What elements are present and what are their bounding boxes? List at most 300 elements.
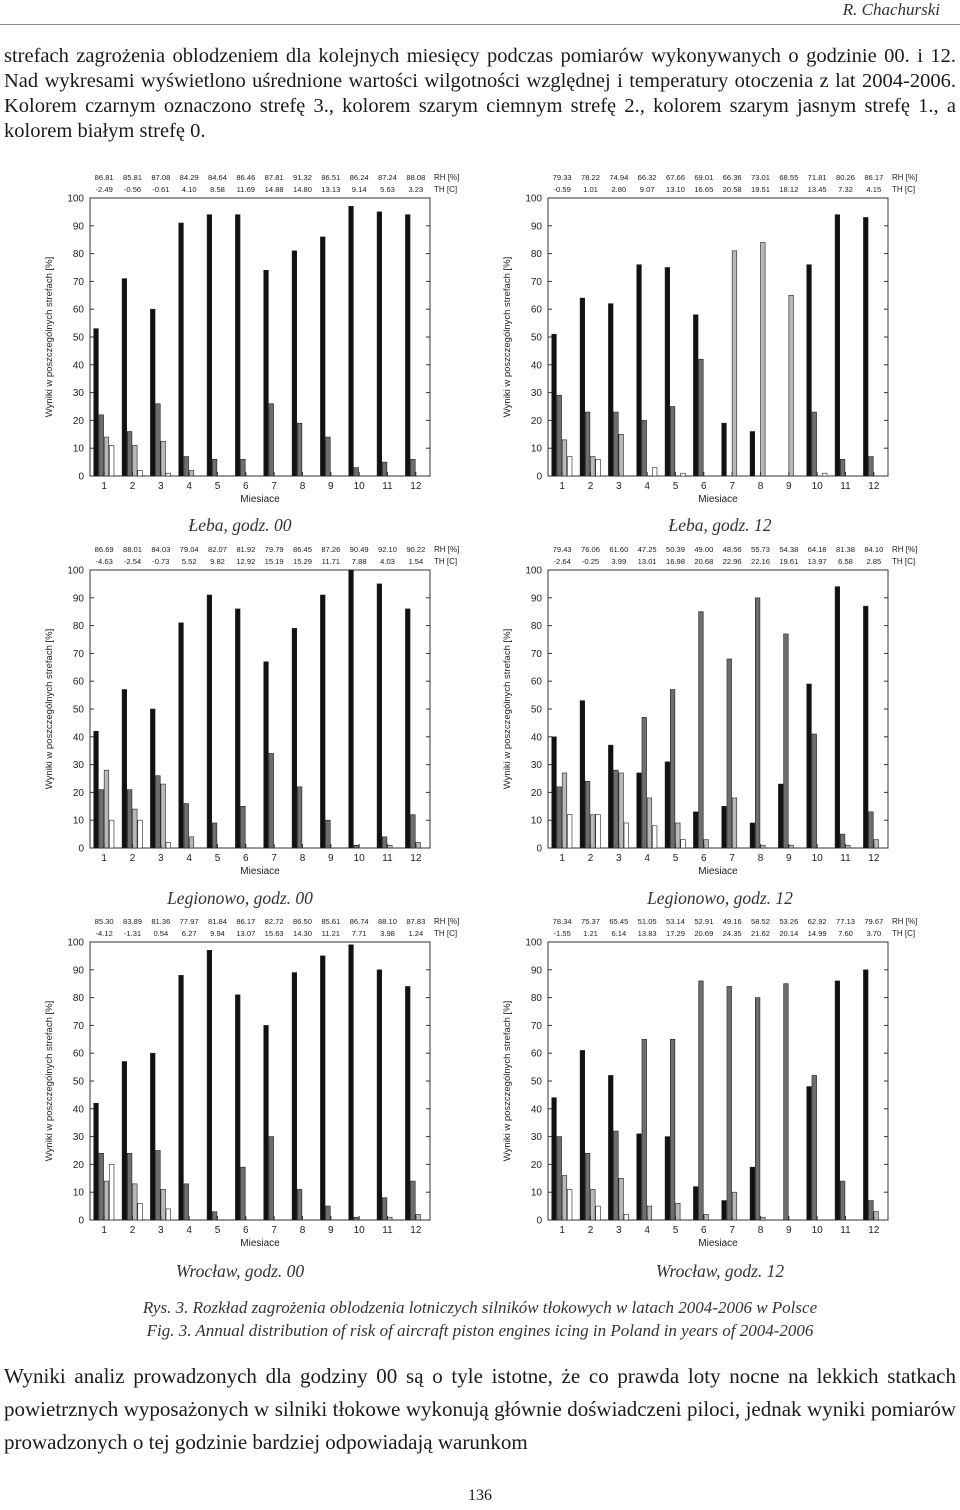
th-value: 1.21 [583,929,598,938]
bar-zone-2 [127,1153,132,1220]
bar-zone-3 [750,432,755,476]
bar-zone-3 [349,570,354,848]
bar-zone-2 [382,1198,387,1220]
rh-value: 66.32 [637,173,657,182]
rh-value: 88.10 [377,917,398,926]
bar-zone-2 [382,837,387,848]
rh-value: 84.29 [179,173,199,182]
x-tick-label: 7 [729,1225,735,1236]
x-tick-label: 4 [186,1225,192,1236]
y-tick-label: 10 [72,815,84,827]
th-row-label: TH [C] [892,929,916,938]
y-tick-label: 30 [530,1132,542,1144]
rh-value: 87.24 [377,173,398,182]
rh-value: 71.81 [807,173,827,182]
bar-zone-0 [596,1206,601,1220]
bar-zone-3 [637,773,642,848]
x-tick-label: 2 [129,853,136,864]
rh-value: 87.81 [264,173,284,182]
th-row-label: TH [C] [892,557,916,566]
y-axis-label: Wyniki w poszczególnych strefach [%] [44,1000,55,1162]
th-value: -0.56 [123,185,142,194]
rh-value: 81.92 [236,545,256,554]
x-tick-label: 12 [410,481,422,492]
y-tick-label: 40 [530,732,542,744]
th-value: 20.58 [722,185,742,194]
bar-zone-2 [784,634,789,848]
bar-zone-3 [150,709,155,848]
caption-legionowo-12: Legionowo, godz. 12 [647,888,793,908]
bar-zone-3 [405,215,410,476]
y-tick-label: 60 [530,1048,542,1060]
x-tick-label: 8 [299,853,306,864]
bar-zone-1 [133,1184,138,1220]
bar-zone-0 [138,1203,143,1220]
th-value: 9.82 [210,557,225,566]
bar-zone-0 [624,1214,629,1220]
bar-zone-3 [608,745,613,848]
rh-value: 79.79 [264,545,284,554]
bar-zone-3 [722,806,727,848]
y-tick-label: 10 [72,443,84,455]
th-value: 13.10 [665,185,686,194]
rh-value: 75.37 [580,917,601,926]
x-tick-label: 2 [587,853,594,864]
rh-value: 55.73 [750,545,771,554]
chart-wroclaw-12 [488,912,928,1257]
th-value: 20.14 [779,929,799,938]
bar-zone-0 [567,815,572,848]
bar-zone-1 [388,1217,393,1220]
bar-zone-3 [750,823,755,848]
bar-zone-0 [166,1209,171,1220]
bar-zone-2 [670,690,675,848]
bar-zone-1 [676,823,681,848]
bar-zone-1 [133,445,138,476]
y-tick-label: 90 [72,221,84,233]
bar-zone-3 [179,623,184,848]
rh-row-label: RH [%] [892,917,918,926]
bar-zone-0 [681,840,686,848]
y-tick-label: 70 [72,1020,84,1032]
bar-zone-2 [614,1131,619,1220]
bar-zone-3 [150,309,155,476]
bar-zone-3 [349,206,354,476]
rh-value: 82.72 [264,917,284,926]
bar-zone-2 [354,1217,359,1220]
rh-value: 77.97 [179,917,199,926]
x-tick-label: 7 [271,481,277,492]
bar-zone-3 [122,279,127,476]
y-tick-label: 50 [72,704,84,716]
rh-value: 81.84 [207,917,228,926]
y-tick-label: 70 [72,276,84,288]
bar-zone-0 [624,823,629,848]
bar-zone-3 [863,970,868,1220]
x-axis-label: Miesiace [698,494,738,505]
bar-zone-1 [189,470,194,476]
rh-value: 79.04 [179,545,199,554]
rh-value: 85.30 [94,917,114,926]
bar-zone-0 [567,1189,572,1220]
bar-zone-0 [109,1164,114,1220]
bar-zone-2 [269,1137,274,1220]
bar-zone-2 [642,717,647,848]
rh-value: 79.43 [552,545,572,554]
y-tick-label: 90 [530,965,542,977]
x-tick-label: 8 [757,853,764,864]
bar-zone-2 [184,804,189,848]
y-tick-label: 70 [530,648,542,660]
bar-zone-3 [693,1187,698,1220]
th-value: 14.88 [264,185,284,194]
bar-zone-2 [812,1075,817,1220]
y-tick-label: 100 [67,565,84,577]
x-tick-label: 2 [587,1225,594,1236]
x-tick-label: 5 [214,481,221,492]
th-value: 11.69 [236,185,256,194]
bar-zone-1 [704,840,709,848]
bar-zone-2 [869,457,874,476]
bar-zone-3 [320,237,325,476]
x-tick-label: 2 [129,1225,136,1236]
bar-zone-3 [292,973,297,1220]
bar-zone-3 [179,975,184,1220]
rh-value: 87.08 [151,173,171,182]
rh-value: 47.25 [637,545,657,554]
th-value: -4.63 [95,557,113,566]
y-tick-label: 10 [530,815,542,827]
bar-zone-1 [761,845,766,848]
caption-wroclaw-00: Wrocław, godz. 00 [175,1261,305,1281]
th-value: -2.64 [553,557,571,566]
rh-row-label: RH [%] [434,545,460,554]
bar-zone-3 [722,423,727,476]
bar-zone-0 [138,820,143,848]
running-header-author: R. Chachurski [842,0,940,19]
x-tick-label: 11 [840,1225,851,1236]
bar-zone-3 [122,1062,127,1220]
x-tick-label: 9 [786,1225,792,1236]
th-value: 4.15 [866,185,882,194]
caption-leba-00: Łeba, godz. 00 [188,515,292,535]
bar-zone-3 [608,1075,613,1220]
y-tick-label: 60 [530,676,542,688]
bar-zone-3 [150,1053,155,1220]
x-tick-label: 3 [158,853,164,864]
rh-value: 67.66 [665,173,686,182]
bar-zone-1 [161,441,166,476]
bar-zone-2 [812,734,817,848]
x-tick-label: 1 [559,853,565,864]
y-tick-label: 80 [72,249,84,261]
y-tick-label: 60 [530,304,542,316]
th-value: 13.83 [637,929,657,938]
bar-zone-2 [241,806,246,848]
y-tick-label: 100 [67,193,84,205]
bar-zone-2 [354,845,359,848]
x-tick-label: 5 [214,853,221,864]
bar-zone-0 [166,473,171,476]
bar-zone-3 [863,217,868,476]
bar-zone-3 [264,270,269,476]
rh-value: 69.01 [694,173,714,182]
rh-value: 58.52 [750,917,771,926]
rh-value: 81.36 [151,917,171,926]
th-value: 13.07 [236,929,256,938]
y-tick-label: 80 [72,993,84,1005]
bar-zone-3 [292,628,297,848]
y-tick-label: 0 [536,1215,542,1227]
y-tick-label: 70 [72,648,84,660]
th-value: 3.99 [611,557,627,566]
rh-value: 90.49 [349,545,369,554]
bar-zone-2 [297,1189,302,1220]
rh-value: 86.17 [236,917,256,926]
bar-zone-0 [681,473,686,476]
rh-value: 82.07 [207,545,228,554]
bar-zone-1 [761,1217,766,1220]
bar-zone-0 [138,470,143,476]
bar-zone-2 [269,753,274,848]
bar-zone-2 [614,412,619,476]
th-value: -0.25 [581,557,600,566]
y-tick-label: 80 [530,993,542,1005]
bar-zone-3 [580,1050,585,1220]
th-value: 3.98 [380,929,395,938]
x-tick-label: 8 [757,1225,764,1236]
x-tick-label: 8 [299,1225,306,1236]
y-tick-label: 100 [525,937,542,949]
y-tick-label: 50 [72,1076,84,1088]
bar-zone-3 [405,609,410,848]
bar-zone-1 [562,440,567,476]
chart-leba-12 [488,168,928,513]
x-tick-label: 3 [616,1225,622,1236]
x-tick-label: 4 [644,481,650,492]
rh-value: 86.17 [864,173,884,182]
caption-wroclaw-12: Wrocław, godz. 12 [655,1261,785,1281]
rh-value: 87.26 [321,545,341,554]
bar-zone-2 [241,459,246,476]
th-value: 5.63 [380,185,395,194]
bar-zone-1 [161,784,166,848]
th-value: -1.31 [123,929,142,938]
bar-zone-2 [326,437,331,476]
y-tick-label: 10 [72,1187,84,1199]
y-tick-label: 100 [67,937,84,949]
rh-value: 92.10 [377,545,398,554]
x-tick-label: 3 [158,481,164,492]
bar-zone-2 [585,781,590,848]
th-value: 11.21 [321,929,341,938]
th-value: 18.12 [779,185,799,194]
x-tick-label: 6 [701,853,707,864]
x-tick-label: 5 [214,1225,221,1236]
y-tick-label: 20 [72,415,84,427]
th-value: 5.52 [181,557,197,566]
th-value: -0.59 [553,185,571,194]
x-tick-label: 6 [701,481,707,492]
rh-value: 54.38 [779,545,799,554]
bar-zone-3 [264,662,269,848]
rh-value: 49.00 [694,545,714,554]
figure-caption-pl: Rys. 3. Rozkład zagrożenia oblodzenia lotniczych silników tłokowych w latach 2004-2006 w Polsce [142,1298,818,1317]
y-tick-label: 90 [530,221,542,233]
bar-zone-2 [812,412,817,476]
bar-zone-1 [874,840,879,848]
rh-value: 88.08 [406,173,426,182]
rh-value: 80.26 [835,173,856,182]
th-value: 3.70 [866,929,882,938]
x-axis-label: Miesiace [698,1238,738,1249]
th-value: 6.14 [611,929,627,938]
rh-row-label: RH [%] [892,173,918,182]
th-value: 9.14 [351,185,367,194]
x-tick-label: 3 [158,1225,164,1236]
figure-caption-en: Fig. 3. Annual distribution of risk of aircraft piston engines icing in Poland in years of 2004-2006 [146,1321,814,1340]
x-tick-label: 11 [840,853,851,864]
rh-value: 53.14 [665,917,686,926]
y-tick-label: 20 [72,787,84,799]
rh-value: 64.18 [807,545,827,554]
y-axis-label: Wyniki w poszczególnych strefach [%] [502,1000,513,1162]
th-value: 7.32 [838,185,853,194]
bar-zone-1 [619,1178,624,1220]
bar-zone-0 [109,820,114,848]
x-tick-label: 4 [644,1225,650,1236]
bar-zone-1 [789,295,794,476]
bar-zone-3 [235,609,240,848]
bar-zone-2 [127,790,132,848]
th-value: 15.63 [264,929,284,938]
y-axis-label: Wyniki w poszczególnych strefach [%] [44,628,55,790]
x-tick-label: 5 [672,481,679,492]
bar-zone-1 [732,798,737,848]
x-tick-label: 7 [729,853,735,864]
bar-zone-3 [207,595,212,848]
bar-zone-3 [665,762,670,848]
th-value: 2.80 [611,185,627,194]
bar-zone-1 [388,845,393,848]
x-axis-label: Miesiace [698,866,738,877]
x-tick-label: 10 [353,853,365,864]
bar-zone-3 [665,268,670,477]
bar-zone-3 [665,1137,670,1220]
y-axis-label: Wyniki w poszczególnych strefach [%] [44,256,55,418]
th-value: 1.24 [408,929,424,938]
th-value: 24.35 [722,929,742,938]
bar-zone-2 [670,407,675,477]
th-value: 16.65 [694,185,714,194]
rh-value: 86.74 [349,917,369,926]
y-tick-label: 90 [72,965,84,977]
y-tick-label: 40 [72,1104,84,1116]
th-value: 14.99 [807,929,827,938]
rh-value: 85.61 [321,917,341,926]
th-row-label: TH [C] [434,185,458,194]
bar-zone-2 [297,423,302,476]
x-tick-label: 2 [587,481,594,492]
y-tick-label: 60 [72,1048,84,1060]
th-row-label: TH [C] [434,929,458,938]
bar-zone-1 [647,798,652,848]
x-tick-label: 10 [811,1225,823,1236]
bar-zone-2 [585,1153,590,1220]
y-tick-label: 30 [530,760,542,772]
chart-leba-00 [30,168,470,513]
bar-zone-1 [416,842,421,848]
rh-value: 53.26 [779,917,799,926]
bar-zone-3 [835,981,840,1220]
th-value: -0.61 [152,185,170,194]
y-tick-label: 20 [72,1159,84,1171]
rh-value: 84.64 [207,173,228,182]
bar-zone-3 [207,215,212,476]
x-tick-label: 9 [786,481,792,492]
y-tick-label: 40 [530,1104,542,1116]
rh-value: 76.06 [580,545,601,554]
y-tick-label: 0 [78,843,84,855]
bar-zone-0 [596,815,601,848]
bar-zone-3 [807,1087,812,1220]
bar-zone-2 [755,998,760,1220]
y-tick-label: 20 [530,415,542,427]
rh-value: 88.01 [122,545,143,554]
th-value: 3.23 [408,185,424,194]
bar-zone-2 [241,1167,246,1220]
y-tick-label: 40 [72,360,84,372]
th-value: -2.49 [95,185,113,194]
y-tick-label: 40 [72,732,84,744]
bar-zone-2 [557,787,562,848]
rh-value: 90.22 [406,545,426,554]
y-tick-label: 30 [72,388,84,400]
rh-value: 86.81 [94,173,114,182]
bar-zone-1 [104,1181,109,1220]
th-value: 15.19 [264,557,284,566]
chart-wroclaw-00 [30,912,470,1257]
x-tick-label: 6 [243,853,249,864]
rh-value: 86.69 [94,545,114,554]
bar-zone-3 [122,690,127,848]
x-tick-label: 1 [101,853,107,864]
bar-zone-1 [104,437,109,476]
th-value: 20.68 [694,557,714,566]
th-value: -2.54 [123,557,142,566]
rh-value: 83.89 [122,917,143,926]
y-tick-label: 70 [530,1020,542,1032]
bar-zone-2 [557,1137,562,1220]
bar-zone-3 [94,731,99,848]
bar-zone-2 [326,820,331,848]
bar-zone-1 [846,845,851,848]
x-tick-label: 9 [786,853,792,864]
y-tick-label: 10 [530,1187,542,1199]
x-tick-label: 1 [101,481,107,492]
x-axis-label: Miesiace [240,494,280,505]
y-tick-label: 50 [530,704,542,716]
y-tick-label: 0 [536,471,542,483]
bar-zone-2 [99,1153,104,1220]
bar-zone-1 [133,809,138,848]
bar-zone-2 [557,395,562,476]
th-value: 7.88 [351,557,367,566]
bar-zone-3 [179,223,184,476]
bar-zone-2 [156,404,161,476]
y-tick-label: 50 [530,1076,542,1088]
y-tick-label: 0 [78,1215,84,1227]
